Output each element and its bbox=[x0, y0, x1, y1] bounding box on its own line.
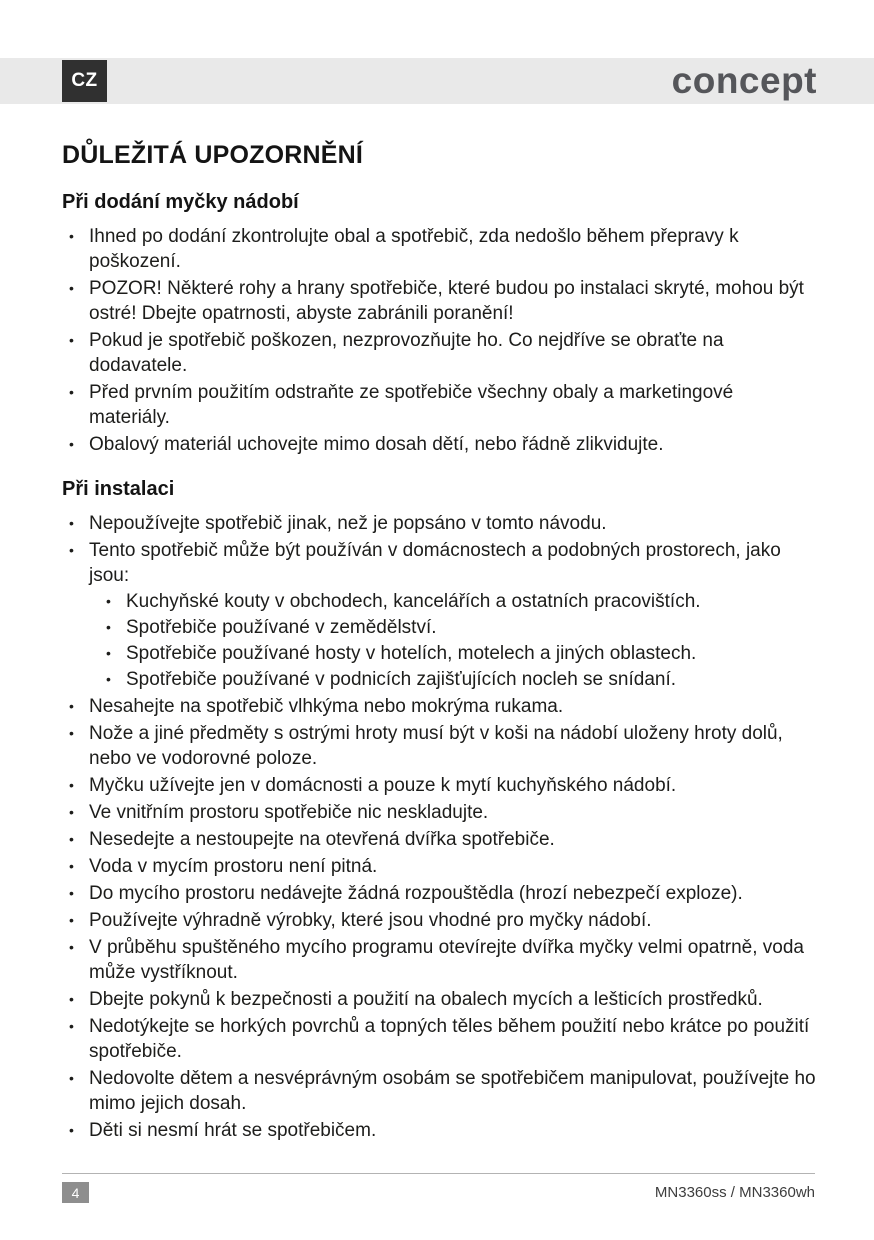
bullet-marker: • bbox=[69, 384, 74, 400]
brand-logo: concept bbox=[671, 60, 817, 101]
document-section bbox=[62, 190, 816, 457]
list-item-text: V průběhu spuštěného mycího programu otevírejte dvířka myčky velmi opatrně, voda může vystříknout. bbox=[89, 937, 804, 983]
bullet-list bbox=[62, 511, 816, 1143]
list-item-text: Kuchyňské kouty v obchodech, kancelářích a ostatních pracovištích. bbox=[126, 591, 701, 612]
list-item bbox=[62, 854, 816, 879]
bullet-marker: • bbox=[69, 804, 74, 820]
bullet-marker: • bbox=[69, 912, 74, 928]
list-item bbox=[62, 538, 816, 692]
bullet-marker: • bbox=[69, 542, 74, 558]
bullet-marker: • bbox=[69, 698, 74, 714]
list-item-text: Před prvním použitím odstraňte ze spotřebiče všechny obaly a marketingové materiály. bbox=[89, 382, 734, 428]
list-item-text: Voda v mycím prostoru není pitná. bbox=[89, 856, 378, 877]
bullet-marker: • bbox=[69, 436, 74, 452]
sections-container bbox=[62, 190, 816, 1143]
list-item bbox=[62, 827, 816, 852]
bullet-marker: • bbox=[69, 332, 74, 348]
list-item bbox=[99, 667, 816, 692]
sub-list bbox=[89, 589, 816, 692]
list-item bbox=[62, 935, 816, 985]
list-item bbox=[62, 908, 816, 933]
bullet-marker: • bbox=[69, 280, 74, 296]
list-item-text: Nesedejte a nestoupejte na otevřená dvířka spotřebiče. bbox=[89, 829, 555, 850]
list-item bbox=[99, 641, 816, 666]
list-item-text: Nepoužívejte spotřebič jinak, než je popsáno v tomto návodu. bbox=[89, 513, 607, 534]
bullet-marker: • bbox=[69, 831, 74, 847]
bullet-marker: • bbox=[69, 991, 74, 1007]
model-numbers: MN3360ss / MN3360wh bbox=[654, 1184, 815, 1201]
list-item-text: Nože a jiné předměty s ostrými hroty musí být v koši na nádobí uloženy hroty dolů, nebo ve vodorovné poloze. bbox=[89, 723, 783, 769]
list-item bbox=[62, 773, 816, 798]
list-item bbox=[99, 615, 816, 640]
bullet-marker: • bbox=[69, 1070, 74, 1086]
list-item bbox=[62, 1014, 816, 1064]
page-title: DŮLEŽITÁ UPOZORNĚNÍ bbox=[62, 141, 364, 169]
list-item bbox=[99, 589, 816, 614]
bullet-marker: • bbox=[69, 725, 74, 741]
list-item-text: Nedovolte dětem a nesvéprávným osobám se spotřebičem manipulovat, používejte ho mimo jejich dosah. bbox=[89, 1068, 816, 1114]
list-item bbox=[62, 328, 816, 378]
list-item-text: Spotřebiče používané v zemědělství. bbox=[126, 617, 437, 638]
section-heading: Při instalaci bbox=[62, 478, 175, 500]
bullet-marker: • bbox=[69, 777, 74, 793]
bullet-marker: • bbox=[69, 1018, 74, 1034]
header-strip bbox=[0, 58, 874, 104]
bullet-marker: • bbox=[69, 228, 74, 244]
list-item bbox=[62, 276, 816, 326]
bullet-list bbox=[62, 224, 816, 457]
list-item bbox=[62, 987, 816, 1012]
list-item bbox=[62, 1066, 816, 1116]
list-item bbox=[62, 721, 816, 771]
page-content bbox=[62, 140, 816, 1145]
list-item-text: Nesahejte na spotřebič vlhkýma nebo mokrýma rukama. bbox=[89, 696, 564, 717]
list-item-text: Obalový materiál uchovejte mimo dosah dětí, nebo řádně zlikvidujte. bbox=[89, 434, 664, 455]
list-item-text: Ihned po dodání zkontrolujte obal a spotřebič, zda nedošlo během přepravy k poškození. bbox=[89, 226, 739, 272]
bullet-marker: • bbox=[106, 593, 111, 609]
bullet-marker: • bbox=[106, 619, 111, 635]
list-item-text: Děti si nesmí hrát se spotřebičem. bbox=[89, 1120, 377, 1141]
bullet-marker: • bbox=[69, 515, 74, 531]
list-item-text: Používejte výhradně výrobky, které jsou vhodné pro myčky nádobí. bbox=[89, 910, 652, 931]
list-item-text: Spotřebiče používané v podnicích zajišťujících nocleh se snídaní. bbox=[126, 669, 677, 690]
bullet-marker: • bbox=[69, 885, 74, 901]
footer bbox=[62, 1182, 815, 1203]
list-item bbox=[62, 881, 816, 906]
list-item-text: Do mycího prostoru nedávejte žádná rozpouštědla (hrozí nebezpečí exploze). bbox=[89, 883, 743, 904]
language-badge: CZ bbox=[62, 60, 107, 102]
list-item-text: Ve vnitřním prostoru spotřebiče nic neskladujte. bbox=[89, 802, 489, 823]
list-item bbox=[62, 380, 816, 430]
list-item-text: Nedotýkejte se horkých povrchů a topných těles během použití nebo krátce po použití spotřebiče. bbox=[89, 1016, 810, 1062]
list-item-text: Myčku užívejte jen v domácnosti a pouze k mytí kuchyňského nádobí. bbox=[89, 775, 677, 796]
list-item-text: Pokud je spotřebič poškozen, nezprovozňujte ho. Co nejdříve se obraťte na dodavatele. bbox=[89, 330, 724, 376]
bullet-marker: • bbox=[106, 645, 111, 661]
document-section bbox=[62, 477, 816, 1143]
footer-divider bbox=[62, 1173, 815, 1174]
list-item bbox=[62, 432, 816, 457]
bullet-marker: • bbox=[69, 939, 74, 955]
list-item bbox=[62, 1118, 816, 1143]
list-item bbox=[62, 511, 816, 536]
list-item-text: Tento spotřebič může být používán v domácnostech a podobných prostorech, jako jsou: bbox=[89, 540, 781, 586]
list-item-text: POZOR! Některé rohy a hrany spotřebiče, které budou po instalaci skryté, mohou být ostré! Dbejte opatrnosti, abyste zabránili poranění! bbox=[89, 278, 804, 324]
section-heading: Při dodání myčky nádobí bbox=[62, 191, 299, 213]
list-item-text: Spotřebiče používané hosty v hotelích, motelech a jiných oblastech. bbox=[126, 643, 697, 664]
list-item bbox=[62, 694, 816, 719]
page-number: 4 bbox=[62, 1182, 89, 1203]
bullet-marker: • bbox=[69, 1122, 74, 1138]
bullet-marker: • bbox=[106, 671, 111, 687]
bullet-marker: • bbox=[69, 858, 74, 874]
list-item bbox=[62, 800, 816, 825]
list-item bbox=[62, 224, 816, 274]
list-item-text: Dbejte pokynů k bezpečnosti a použití na obalech mycích a lešticích prostředků. bbox=[89, 989, 763, 1010]
